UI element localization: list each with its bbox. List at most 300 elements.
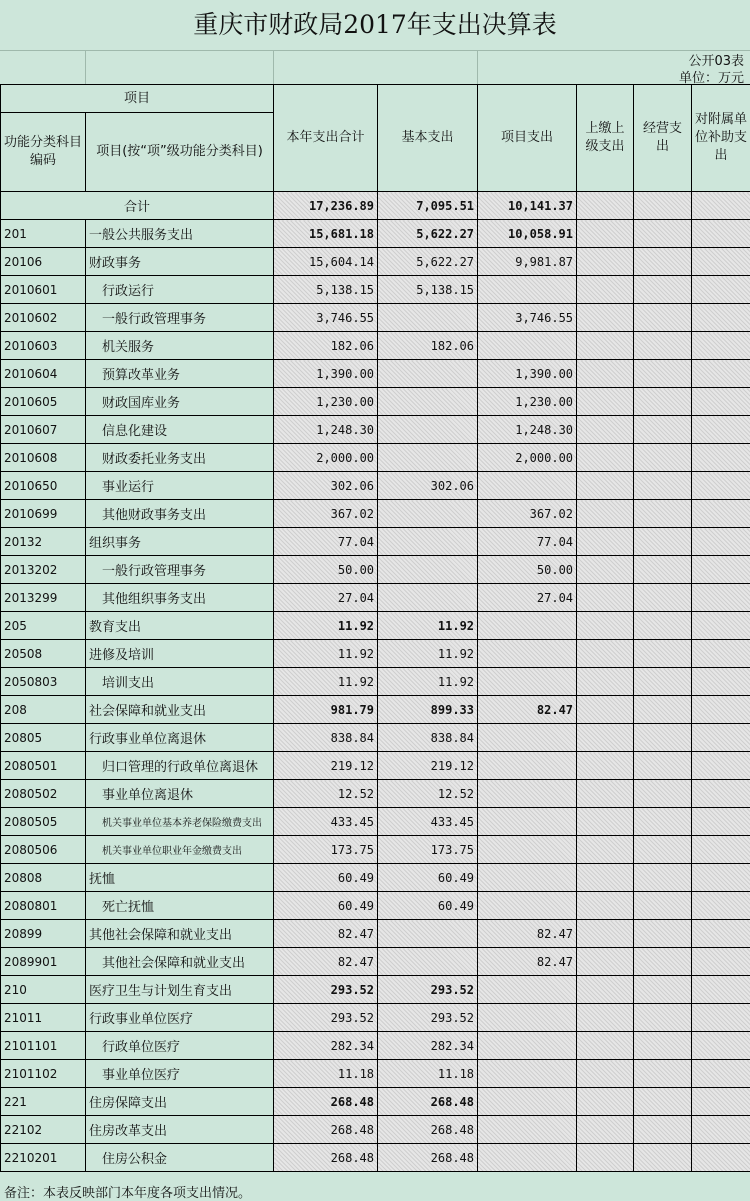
- row-code: 2101101: [1, 1032, 86, 1060]
- row-basic: [378, 444, 478, 472]
- row-name: 一般公共服务支出: [86, 220, 274, 248]
- row-code: 2080801: [1, 892, 86, 920]
- row-basic: [378, 304, 478, 332]
- table-row: [1, 388, 750, 416]
- row-name: 归口管理的行政单位离退休: [86, 752, 274, 780]
- row-affiliated: [692, 1088, 750, 1116]
- row-total: 282.34: [274, 1032, 378, 1060]
- row-basic: 11.92: [378, 612, 478, 640]
- row-upper: [577, 332, 634, 360]
- header-total: 本年支出合计: [274, 85, 378, 192]
- row-name: 一般行政管理事务: [86, 556, 274, 584]
- row-upper: [577, 948, 634, 976]
- table-row: [1, 584, 750, 612]
- row-affiliated: [692, 696, 750, 724]
- row-basic: 899.33: [378, 696, 478, 724]
- row-total: 60.49: [274, 892, 378, 920]
- row-affiliated: [692, 1032, 750, 1060]
- row-business: [634, 528, 692, 556]
- row-project: [478, 976, 577, 1004]
- row-basic: [378, 500, 478, 528]
- row-basic: 293.52: [378, 976, 478, 1004]
- row-upper: [577, 360, 634, 388]
- row-business: [634, 948, 692, 976]
- table-row: [1, 472, 750, 500]
- row-business: [634, 808, 692, 836]
- row-affiliated: [692, 1060, 750, 1088]
- row-basic: 282.34: [378, 1032, 478, 1060]
- row-basic: 838.84: [378, 724, 478, 752]
- row-affiliated: [692, 668, 750, 696]
- row-code: 2089901: [1, 948, 86, 976]
- row-total: 82.47: [274, 920, 378, 948]
- row-affiliated: [692, 752, 750, 780]
- row-project: [478, 640, 577, 668]
- row-name: 行政事业单位离退休: [86, 724, 274, 752]
- row-project: [478, 276, 577, 304]
- row-business: [634, 780, 692, 808]
- row-name: 行政事业单位医疗: [86, 1004, 274, 1032]
- row-code: 20508: [1, 640, 86, 668]
- row-name: 机关服务: [86, 332, 274, 360]
- header-business: 经营支出: [634, 85, 692, 192]
- row-project: 10,058.91: [478, 220, 577, 248]
- row-affiliated: [692, 780, 750, 808]
- row-upper: [577, 1144, 634, 1172]
- header-code: 功能分类科目编码: [1, 113, 86, 192]
- row-name: 事业单位医疗: [86, 1060, 274, 1088]
- row-project: 50.00: [478, 556, 577, 584]
- table-row: [1, 836, 750, 864]
- row-name: 其他财政事务支出: [86, 500, 274, 528]
- table-row: [1, 612, 750, 640]
- row-project: [478, 808, 577, 836]
- row-upper: [577, 248, 634, 276]
- row-total: 1,248.30: [274, 416, 378, 444]
- row-project: 27.04: [478, 584, 577, 612]
- row-basic: 60.49: [378, 892, 478, 920]
- row-total: 293.52: [274, 1004, 378, 1032]
- table-row: [1, 556, 750, 584]
- row-basic: 302.06: [378, 472, 478, 500]
- row-name: 财政事务: [86, 248, 274, 276]
- total-upper: [577, 192, 634, 220]
- row-code: 205: [1, 612, 86, 640]
- row-code: 20899: [1, 920, 86, 948]
- row-business: [634, 1004, 692, 1032]
- row-affiliated: [692, 248, 750, 276]
- row-code: 2010607: [1, 416, 86, 444]
- row-project: [478, 668, 577, 696]
- row-basic: 268.48: [378, 1088, 478, 1116]
- row-project: [478, 472, 577, 500]
- row-total: 11.92: [274, 612, 378, 640]
- table-row: [1, 500, 750, 528]
- row-code: 201: [1, 220, 86, 248]
- row-total: 27.04: [274, 584, 378, 612]
- row-code: 20106: [1, 248, 86, 276]
- row-basic: 173.75: [378, 836, 478, 864]
- row-code: 2010602: [1, 304, 86, 332]
- row-upper: [577, 1004, 634, 1032]
- row-total: 15,681.18: [274, 220, 378, 248]
- row-basic: [378, 556, 478, 584]
- row-total: 433.45: [274, 808, 378, 836]
- row-total: 5,138.15: [274, 276, 378, 304]
- row-total: 268.48: [274, 1144, 378, 1172]
- header-upper: 上缴上级支出: [577, 85, 634, 192]
- row-total: 11.92: [274, 640, 378, 668]
- row-project: [478, 1032, 577, 1060]
- row-upper: [577, 472, 634, 500]
- row-code: 2010605: [1, 388, 86, 416]
- row-affiliated: [692, 808, 750, 836]
- row-upper: [577, 584, 634, 612]
- row-name: 社会保障和就业支出: [86, 696, 274, 724]
- table-row: [1, 920, 750, 948]
- header-name: 项目(按“项”级功能分类科目): [86, 113, 274, 192]
- row-affiliated: [692, 472, 750, 500]
- row-code: 2010601: [1, 276, 86, 304]
- row-total: 268.48: [274, 1088, 378, 1116]
- row-project: [478, 892, 577, 920]
- row-affiliated: [692, 304, 750, 332]
- row-total: 268.48: [274, 1116, 378, 1144]
- row-project: 82.47: [478, 696, 577, 724]
- row-upper: [577, 500, 634, 528]
- header-basic: 基本支出: [378, 85, 478, 192]
- row-upper: [577, 752, 634, 780]
- row-upper: [577, 836, 634, 864]
- row-basic: 268.48: [378, 1144, 478, 1172]
- row-business: [634, 920, 692, 948]
- row-code: 2010699: [1, 500, 86, 528]
- row-upper: [577, 1116, 634, 1144]
- row-affiliated: [692, 1004, 750, 1032]
- row-name: 事业单位离退休: [86, 780, 274, 808]
- row-basic: [378, 360, 478, 388]
- row-business: [634, 1060, 692, 1088]
- row-basic: 293.52: [378, 1004, 478, 1032]
- row-upper: [577, 696, 634, 724]
- row-code: 20132: [1, 528, 86, 556]
- row-total: 77.04: [274, 528, 378, 556]
- row-code: 2013299: [1, 584, 86, 612]
- row-business: [634, 892, 692, 920]
- row-basic: 5,622.27: [378, 248, 478, 276]
- row-total: 3,746.55: [274, 304, 378, 332]
- header-affiliated: 对附属单位补助支出: [692, 85, 750, 192]
- table-row: [1, 640, 750, 668]
- row-code: 2013202: [1, 556, 86, 584]
- row-project: [478, 1060, 577, 1088]
- row-name: 信息化建设: [86, 416, 274, 444]
- row-code: 22102: [1, 1116, 86, 1144]
- table-row: [1, 780, 750, 808]
- row-basic: 433.45: [378, 808, 478, 836]
- row-total: 367.02: [274, 500, 378, 528]
- table-row: [1, 332, 750, 360]
- row-total: 302.06: [274, 472, 378, 500]
- row-name: 机关事业单位职业年金缴费支出: [86, 836, 274, 864]
- row-project: 367.02: [478, 500, 577, 528]
- row-upper: [577, 612, 634, 640]
- table-row: [1, 528, 750, 556]
- row-business: [634, 612, 692, 640]
- row-name: 行政单位医疗: [86, 1032, 274, 1060]
- row-name: 预算改革业务: [86, 360, 274, 388]
- row-name: 其他组织事务支出: [86, 584, 274, 612]
- header-project: 项目支出: [478, 85, 577, 192]
- header-item-group: 项目: [1, 85, 274, 113]
- row-project: [478, 1116, 577, 1144]
- row-basic: 5,622.27: [378, 220, 478, 248]
- row-basic: 60.49: [378, 864, 478, 892]
- row-name: 抚恤: [86, 864, 274, 892]
- row-basic: [378, 584, 478, 612]
- row-affiliated: [692, 1116, 750, 1144]
- header-row-1: [1, 85, 750, 113]
- row-name: 住房保障支出: [86, 1088, 274, 1116]
- row-name: 一般行政管理事务: [86, 304, 274, 332]
- table-row: [1, 976, 750, 1004]
- total-basic: 7,095.51: [378, 192, 478, 220]
- row-code: 208: [1, 696, 86, 724]
- row-code: 2010604: [1, 360, 86, 388]
- row-code: 2050803: [1, 668, 86, 696]
- row-affiliated: [692, 360, 750, 388]
- row-affiliated: [692, 976, 750, 1004]
- row-total: 2,000.00: [274, 444, 378, 472]
- row-business: [634, 388, 692, 416]
- row-affiliated: [692, 640, 750, 668]
- table-row: [1, 444, 750, 472]
- row-project: 1,390.00: [478, 360, 577, 388]
- row-name: 财政国库业务: [86, 388, 274, 416]
- row-basic: [378, 388, 478, 416]
- table-row: [1, 892, 750, 920]
- row-basic: 219.12: [378, 752, 478, 780]
- row-total: 838.84: [274, 724, 378, 752]
- row-total: 12.52: [274, 780, 378, 808]
- row-upper: [577, 388, 634, 416]
- row-affiliated: [692, 1144, 750, 1172]
- row-code: 2101102: [1, 1060, 86, 1088]
- row-affiliated: [692, 444, 750, 472]
- row-upper: [577, 304, 634, 332]
- row-total: 82.47: [274, 948, 378, 976]
- table-row: [1, 948, 750, 976]
- row-business: [634, 360, 692, 388]
- row-project: 82.47: [478, 920, 577, 948]
- row-name: 住房公积金: [86, 1144, 274, 1172]
- row-business: [634, 276, 692, 304]
- row-project: [478, 332, 577, 360]
- table-row: [1, 752, 750, 780]
- row-basic: 11.92: [378, 668, 478, 696]
- row-business: [634, 220, 692, 248]
- row-affiliated: [692, 416, 750, 444]
- row-business: [634, 668, 692, 696]
- row-basic: 268.48: [378, 1116, 478, 1144]
- row-name: 机关事业单位基本养老保险缴费支出: [86, 808, 274, 836]
- row-project: 77.04: [478, 528, 577, 556]
- row-code: 221: [1, 1088, 86, 1116]
- page-title: 重庆市财政局2017年支出决算表: [193, 10, 557, 39]
- row-project: [478, 752, 577, 780]
- row-affiliated: [692, 864, 750, 892]
- row-basic: [378, 528, 478, 556]
- row-basic: 11.92: [378, 640, 478, 668]
- row-code: 2010650: [1, 472, 86, 500]
- row-name: 其他社会保障和就业支出: [86, 920, 274, 948]
- row-business: [634, 248, 692, 276]
- total-label: 合计: [1, 192, 274, 220]
- row-total: 15,604.14: [274, 248, 378, 276]
- row-upper: [577, 808, 634, 836]
- total-row: [1, 192, 750, 220]
- row-upper: [577, 920, 634, 948]
- row-project: 9,981.87: [478, 248, 577, 276]
- table-row: [1, 1088, 750, 1116]
- row-affiliated: [692, 584, 750, 612]
- row-business: [634, 556, 692, 584]
- row-basic: [378, 948, 478, 976]
- row-total: 60.49: [274, 864, 378, 892]
- row-project: 1,230.00: [478, 388, 577, 416]
- row-upper: [577, 780, 634, 808]
- row-affiliated: [692, 528, 750, 556]
- row-business: [634, 304, 692, 332]
- table-row: [1, 416, 750, 444]
- row-business: [634, 976, 692, 1004]
- row-business: [634, 1032, 692, 1060]
- table-row: [1, 360, 750, 388]
- gridline: [85, 50, 86, 84]
- row-upper: [577, 668, 634, 696]
- row-name: 进修及培训: [86, 640, 274, 668]
- row-business: [634, 640, 692, 668]
- row-business: [634, 472, 692, 500]
- row-code: 2080505: [1, 808, 86, 836]
- gridline: [273, 50, 274, 84]
- row-business: [634, 864, 692, 892]
- row-project: 1,248.30: [478, 416, 577, 444]
- row-affiliated: [692, 556, 750, 584]
- row-name: 培训支出: [86, 668, 274, 696]
- row-business: [634, 696, 692, 724]
- row-total: 182.06: [274, 332, 378, 360]
- row-code: 2080506: [1, 836, 86, 864]
- row-name: 死亡抚恤: [86, 892, 274, 920]
- row-name: 行政运行: [86, 276, 274, 304]
- row-total: 11.92: [274, 668, 378, 696]
- row-business: [634, 1088, 692, 1116]
- form-number: 公开03表: [688, 54, 744, 69]
- row-business: [634, 332, 692, 360]
- row-total: 1,390.00: [274, 360, 378, 388]
- row-affiliated: [692, 276, 750, 304]
- row-project: 82.47: [478, 948, 577, 976]
- row-business: [634, 584, 692, 612]
- row-project: [478, 1088, 577, 1116]
- expenditure-table: [0, 84, 750, 1172]
- row-upper: [577, 1032, 634, 1060]
- row-name: 其他社会保障和就业支出: [86, 948, 274, 976]
- row-affiliated: [692, 892, 750, 920]
- row-total: 50.00: [274, 556, 378, 584]
- row-code: 2010603: [1, 332, 86, 360]
- row-code: 2080502: [1, 780, 86, 808]
- table-row: [1, 1116, 750, 1144]
- table-row: [1, 1060, 750, 1088]
- row-upper: [577, 1088, 634, 1116]
- row-affiliated: [692, 220, 750, 248]
- row-code: 2210201: [1, 1144, 86, 1172]
- row-name: 组织事务: [86, 528, 274, 556]
- row-basic: 5,138.15: [378, 276, 478, 304]
- row-project: [478, 780, 577, 808]
- row-upper: [577, 556, 634, 584]
- row-upper: [577, 640, 634, 668]
- gridline: [477, 50, 478, 84]
- row-project: [478, 864, 577, 892]
- row-upper: [577, 444, 634, 472]
- row-upper: [577, 864, 634, 892]
- row-project: 3,746.55: [478, 304, 577, 332]
- row-code: 2010608: [1, 444, 86, 472]
- row-project: [478, 1004, 577, 1032]
- row-basic: 11.18: [378, 1060, 478, 1088]
- row-name: 住房改革支出: [86, 1116, 274, 1144]
- row-business: [634, 724, 692, 752]
- row-affiliated: [692, 612, 750, 640]
- row-total: 293.52: [274, 976, 378, 1004]
- total-amount: 17,236.89: [274, 192, 378, 220]
- table-row: [1, 1032, 750, 1060]
- table-row: [1, 276, 750, 304]
- row-total: 219.12: [274, 752, 378, 780]
- footnote: 备注：本表反映部门本年度各项支出情况。: [4, 1186, 252, 1201]
- table-row: [1, 220, 750, 248]
- row-name: 财政委托业务支出: [86, 444, 274, 472]
- row-business: [634, 1116, 692, 1144]
- row-upper: [577, 892, 634, 920]
- row-code: 210: [1, 976, 86, 1004]
- row-affiliated: [692, 332, 750, 360]
- row-name: 医疗卫生与计划生育支出: [86, 976, 274, 1004]
- row-project: [478, 836, 577, 864]
- row-project: [478, 1144, 577, 1172]
- row-basic: 12.52: [378, 780, 478, 808]
- row-upper: [577, 528, 634, 556]
- row-upper: [577, 416, 634, 444]
- table-row: [1, 724, 750, 752]
- gridline-band: [0, 50, 750, 85]
- table-row: [1, 248, 750, 276]
- row-affiliated: [692, 388, 750, 416]
- row-affiliated: [692, 724, 750, 752]
- row-total: 981.79: [274, 696, 378, 724]
- row-code: 20808: [1, 864, 86, 892]
- unit-label: 单位：万元: [678, 71, 744, 86]
- total-project: 10,141.37: [478, 192, 577, 220]
- row-basic: [378, 416, 478, 444]
- row-business: [634, 836, 692, 864]
- row-total: 11.18: [274, 1060, 378, 1088]
- row-upper: [577, 1060, 634, 1088]
- row-affiliated: [692, 920, 750, 948]
